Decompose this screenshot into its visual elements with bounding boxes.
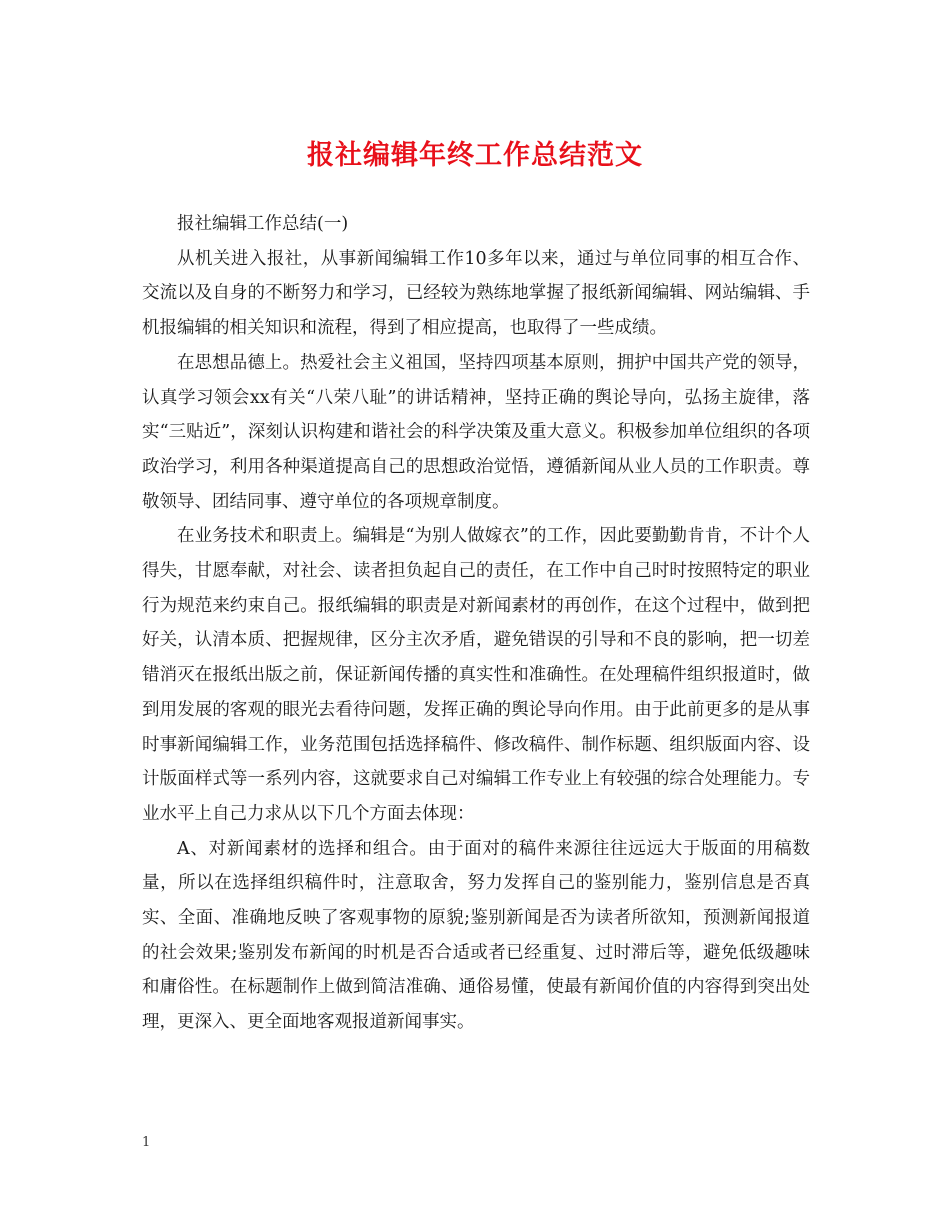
paragraph-intro: 从机关进入报社，从事新闻编辑工作10多年以来，通过与单位同事的相互合作、交流以及自身的不断努力和学习，已经较为熟练地掌握了报纸新闻编辑、网站编辑、手机报编辑的相关知识和流程，得到了相应提高，也取得了一些成绩。 [142, 248, 810, 339]
section-heading: 报社编辑工作总结(一) [177, 214, 349, 234]
paragraph-ideology: 在思想品德上。热爱社会主义祖国，坚持四项基本原则，拥护中国共产党的领导，认真学习领会xx有关“八荣八耻”的讲话精神，坚持正确的舆论导向，弘扬主旋律，落实“三贴近”，深刻认识构建和谐社会的科学决策及重大意义。积极参加单位组织的各项政治学习，利用各种渠道提高自己的思想政治觉悟，遵循新闻从业人员的工作职责。尊敬领导、团结同事、遵守单位的各项规章制度。 [142, 352, 810, 512]
document-body [142, 207, 810, 1040]
paragraph-duties: 在业务技术和职责上。编辑是“为别人做嫁衣”的工作，因此要勤勤肯肯，不计个人得失，甘愿奉献，对社会、读者担负起自己的责任，在工作中自己时时按照特定的职业行为规范来约束自己。报纸编辑的职责是对新闻素材的再创作，在这个过程中，做到把好关，认清本质、把握规律，区分主次矛盾，避免错误的引导和不良的影响，把一切差错消灭在报纸出版之前，保证新闻传播的真实性和准确性。在处理稿件组织报道时，做到用发展的客观的眼光去看待问题，发挥正确的舆论导向作用。由于此前更多的是从事时事新闻编辑工作，业务范围包括选择稿件、修改稿件、制作标题、组织版面内容、设计版面样式等一系列内容，这就要求自己对编辑工作专业上有较强的综合处理能力。专业水平上自己力求从以下几个方面去体现： [142, 526, 810, 824]
page-number: 1 [142, 1135, 151, 1150]
document-title: 报社编辑年终工作总结范文 [307, 140, 643, 171]
paragraph-point-a: A、对新闻素材的选择和组合。由于面对的稿件来源往往远远大于版面的用稿数量，所以在选择组织稿件时，注意取舍，努力发挥自己的鉴别能力，鉴别信息是否真实、全面、准确地反映了客观事物的原貌;鉴别新闻是否为读者所欲知，预测新闻报道的社会效果;鉴别发布新闻的时机是否合适或者已经重复、过时滞后等，避免低级趣味和庸俗性。在标题制作上做到简洁准确、通俗易懂，使最有新闻价值的内容得到突出处理，更深入、更全面地客观报道新闻事实。 [142, 838, 810, 1033]
